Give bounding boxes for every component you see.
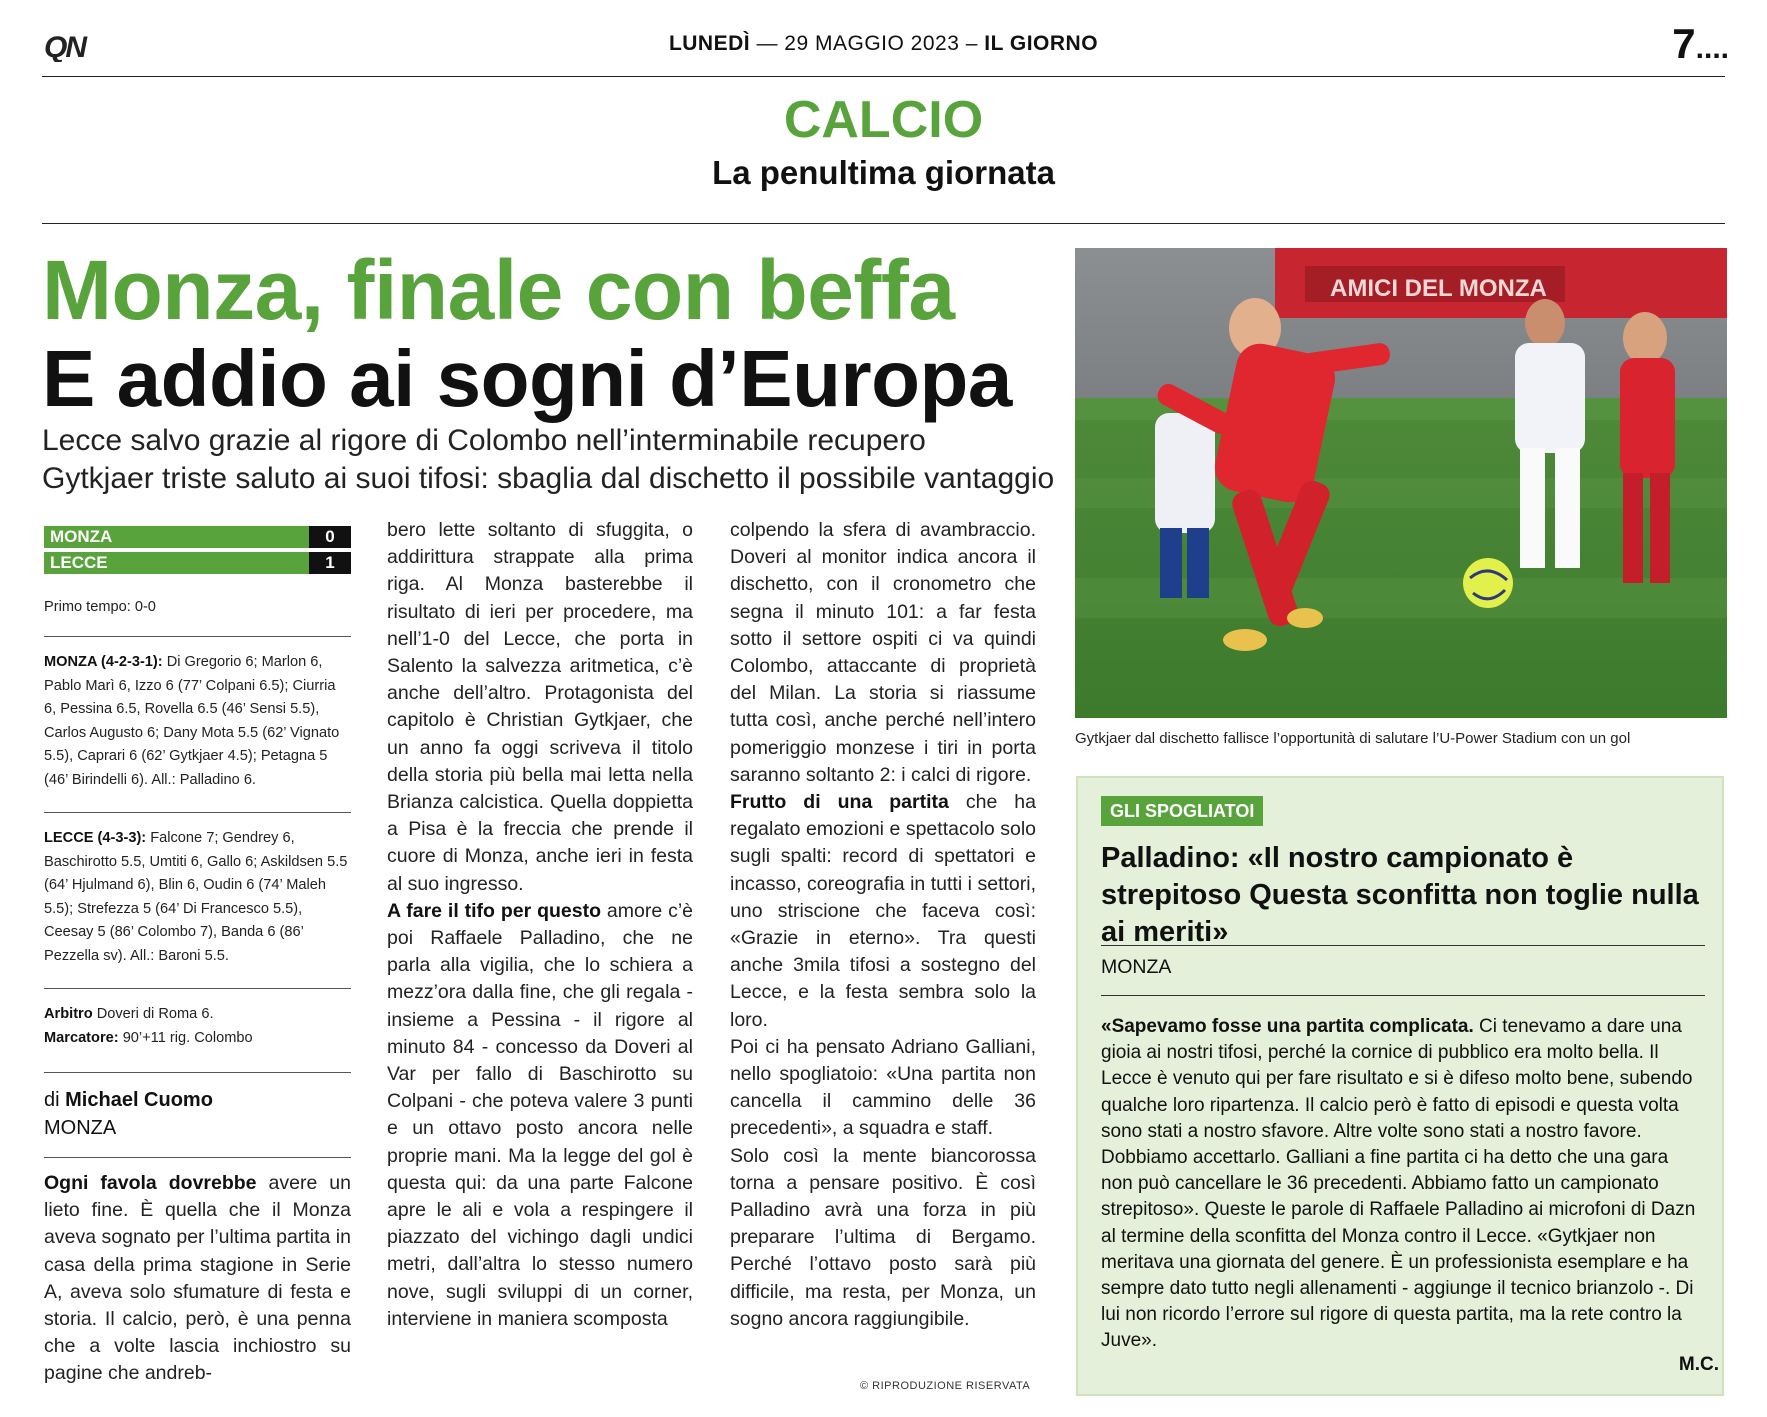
col3-text1: colpendo la sfera di avambraccio. Doveri al monitor indica ancora il dischetto, con il cronometro che segna il minuto 101: a far festa sotto il settore ospiti ci va quindi Colombo, attaccante di proprietà del Milan. La storia si riassume tutta così, anche perché nell’intero pomeriggio monzese i tiri in porta saranno soltanto 2: i calci di rigore.: [730, 519, 1036, 786]
page-number-value: 7: [1672, 20, 1696, 67]
headline-secondary: E addio ai sogni d’Europa: [42, 334, 1012, 423]
subheadline-1: Lecce salvo grazie al rigore di Colombo nell’interminabile recupero: [42, 424, 926, 457]
col2-lead: A fare il tifo per questo: [387, 899, 602, 922]
col3-text4: Solo così la mente biancorossa torna a pensare positivo. È così Palladino avrà una forza in più preparare l’ultima di Bergamo. Perché l’ottavo posto sarà più difficile, ma resta, per Monza, un sogno ancora raggiungibile.: [730, 1144, 1036, 1330]
lecce-lineup-text: Falcone 7; Gendrey 6, Baschirotto 5.5, Umtiti 6, Gallo 6; Askildsen 5.5 (64’ Hjulmand 6), Blin 6, Oudin 6 (74’ Maleh 5.5); Strefezza 5 (64’ Di Francesco 5.5), Ceesay 5 (86’ Colombo 7), Banda 6 (86’ Pezzella sv). All.: Baroni 5.5.: [44, 830, 348, 964]
away-team: LECCE: [44, 552, 309, 574]
lecce-lineup-label: LECCE (4-3-3):: [44, 830, 147, 846]
photo-caption: Gytkjaer dal dischetto fallisce l’opportunità di salutare l’U-Power Stadium con un gol: [1075, 730, 1631, 747]
byline: [44, 1086, 213, 1142]
col2-text1: bero lette soltanto di sfuggita, o addirittura strappate alla prima riga. Al Monza basterebbe il risultato di ieri per procedere, ma nell’1-0 del Lecce, che porta in Salento la salvezza aritmetica, c’è anche dell’altro. Protagonista del capitolo è Christian Gytkjaer, che un anno fa oggi scriveva il titolo della storia più bella mai letta nella Brianza calcistica. Quella doppietta a Pisa è la freccia che prende il cuore di Monza, anche ieri in festa al suo ingresso.: [387, 519, 693, 895]
byline-place: MONZA: [44, 1117, 117, 1139]
section-title: CALCIO: [783, 91, 984, 149]
header-rule: [42, 76, 1725, 77]
referee-value: Doveri di Roma 6.: [96, 1006, 214, 1022]
logo-text: QN: [44, 31, 85, 62]
monza-lineup-text: Di Gregorio 6; Marlon 6, Pablo Marì 6, Izzo 6 (77’ Colpani 6.5); Ciurria 6, Pessina 6.5, Rovella 6.5 (46’ Sensi 5.5), Carlos Augusto 6; Dany Mota 5.5 (62’ Vignato 5.5), Caprari 6 (62’ Gytkjaer 4.5); Petagna 5 (46’ Birindelli 6). All.: Palladino 6.: [44, 654, 340, 788]
sidebar-title: Palladino: «Il nostro campionato è strepitoso Questa sconfitta non toglie nulla ai meriti»: [1101, 842, 1699, 948]
article-column-3: [730, 517, 1036, 1333]
page-number-dots: ....: [1695, 32, 1729, 65]
date-date: 29 MAGGIO 2023: [784, 32, 960, 55]
sidebar-tag: GLI SPOGLIATOI: [1101, 796, 1263, 826]
sidebar-text: Ci tenevamo a dare una gioia ai nostri tifosi, perché la cornice di pubblico era molto bella. Il Lecce è venuto qui per fare risultato e si è difeso molto bene, subendo qualche loro ripartenza. Il calcio però è fatto di episodi e questa volta sono stati a nostro sfavore. Altre volte sono stati a nostro favore. Dobbiamo accettarlo. Galliani a fine partita ci ha detto che una gara non può cancellare le 36 precedenti. Abbiamo fatto un campionato strepitoso». Queste le parole di Raffaele Palladino ai microfoni di Dazn al termine della sconfitta del Monza contro il Lecce. «Gytkjaer non meritava una giornata del genere. È un professionista esemplare e ha sempre dato tutto negli allenamenti - aggiunge il tecnico brianzolo -. Di lui non ricordo l’errore sul rigore di questa partita, ma la rete contro la Juve».: [1101, 1016, 1696, 1352]
monza-lineup: [44, 651, 351, 792]
newspaper-name: IL GIORNO: [984, 32, 1099, 55]
referee: [44, 1003, 351, 1027]
score-row-away: [44, 552, 351, 574]
referee-label: Arbitro: [44, 1006, 93, 1022]
date-day: LUNEDÌ: [668, 32, 751, 55]
copyright-credit: © RIPRODUZIONE RISERVATA: [860, 1380, 1031, 1392]
sidebar-body: [1101, 1014, 1705, 1355]
col3-text3: Poi ci ha pensato Adriano Galliani, nello spogliatoio: «Una partita non cancella il cammino delle 36 precedenti», a squadra e staff.: [730, 1035, 1036, 1140]
scorer-value: 90’+11 rig. Colombo: [122, 1030, 253, 1046]
stats-rule-3: [44, 988, 351, 989]
home-score: 0: [309, 526, 351, 548]
col3-text2: che ha regalato emozioni e spettacolo solo sugli spalti: record di spettatori e incasso, coreografia in tutti i settori, uno striscione che faceva così: «Grazie in eterno». Tra questi anche 3mila tifosi a sostegno del Lecce, e la festa sembra solo la loro.: [730, 791, 1036, 1031]
byline-prefix: di: [44, 1089, 60, 1111]
dateline: LUNEDÌ — 29 MAGGIO 2023 – IL GIORNO: [668, 32, 1099, 55]
penalty-kick-illustration: [1075, 248, 1727, 718]
lecce-lineup: [44, 827, 351, 968]
monza-lineup-label: MONZA (4-2-3-1):: [44, 654, 163, 670]
col1-lead: Ogni favola dovrebbe: [44, 1172, 257, 1194]
match-photo: [1075, 248, 1727, 718]
stats-rule-2: [44, 812, 351, 813]
byline-author: Michael Cuomo: [65, 1089, 213, 1111]
page-number: [1672, 20, 1729, 68]
section-subtitle: La penultima giornata: [712, 154, 1055, 191]
section-rule: [42, 223, 1725, 224]
byline-rule: [44, 1157, 351, 1158]
first-half-score: Primo tempo: 0-0: [44, 599, 156, 615]
sidebar-rule-2: [1101, 995, 1705, 996]
article-column-1: [44, 1170, 351, 1388]
article-column-2: [387, 517, 693, 1333]
scorer: [44, 1027, 351, 1051]
score-row-home: [44, 526, 351, 548]
scorer-label: Marcatore:: [44, 1030, 119, 1046]
svg-text:AMICI DEL MONZA: AMICI DEL MONZA: [1330, 275, 1547, 302]
sidebar-signature: M.C.: [1678, 1354, 1719, 1375]
headline-primary: Monza, finale con beffa: [42, 243, 955, 337]
stats-rule-4: [44, 1072, 351, 1073]
col2-text2: amore c’è poi Raffaele Palladino, che ne parla alla vigilia, che lo schiera a mezz’ora dalla fine, che gli regala - insieme a Pessina - il rigore al minuto 84 - concesso da Doveri al Var per fallo di Baschirotto su Colpani - che poteva valere 3 punti e un ottavo posto ancora nelle proprie mani. Ma la legge del gol è questa qui: da una parte Falcone apre le ali e vola a respingere il piazzato del vichingo dagli undici metri, dall’altra lo stesso numero nove, sugli sviluppi di un corner, interviene in maniera scomposta: [387, 899, 694, 1330]
sidebar-lead: «Sapevamo fosse una partita complicata.: [1101, 1016, 1474, 1037]
sidebar-place: MONZA: [1101, 956, 1172, 978]
home-team: MONZA: [44, 526, 309, 548]
away-score: 1: [309, 552, 351, 574]
subheadline-2: Gytkjaer triste saluto ai suoi tifosi: sbaglia dal dischetto il possibile vantaggio: [42, 462, 1055, 495]
stats-rule-1: [44, 636, 351, 637]
col1-text: avere un lieto fine. È quella che il Monza aveva sognato per l’ultima partita in casa della prima stagione in Serie A, aveva solo sfumature di festa e storia. Il calcio, però, è una penna che a volte lascia inchiostro su pagine che andreb-: [44, 1172, 351, 1385]
col3-lead: Frutto di una partita: [730, 791, 949, 814]
sidebar-rule-1: [1101, 945, 1705, 946]
